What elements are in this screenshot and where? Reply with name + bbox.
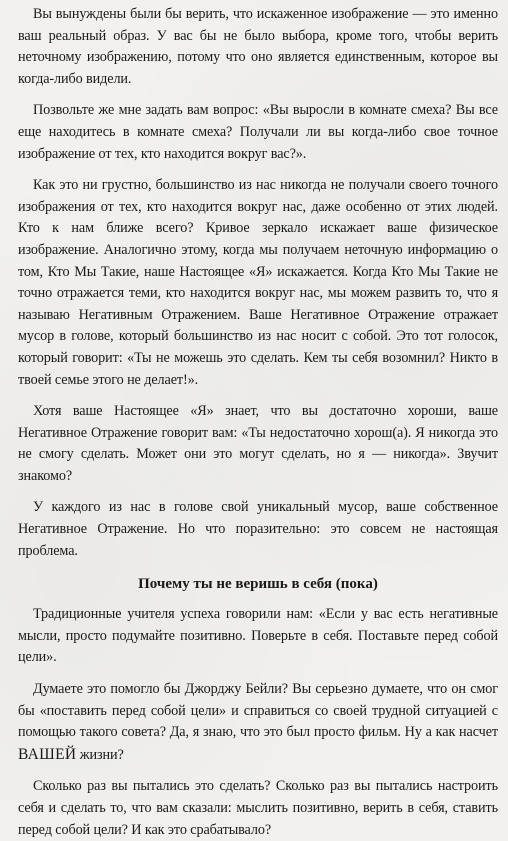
paragraph-distorted-image: Вы вынуждены были бы верить, что искаженное изображение — это именно ваш реальный образ. У вас бы не было выбора, кроме того, чтобы верить неточному изображению, потому что оно является единственным, которое вы когда-либо видели. — [18, 6, 498, 87]
paragraph-how-many-times: Сколько раз вы пытались это сделать? Сколько раз вы пытались настроить себя и сделать то, что вам сказали: мыслить позитивно, верить в себя, ставить перед собой цели? И как это срабатывало? — [18, 778, 498, 838]
emphasis-word: ВАШЕЙ — [18, 745, 77, 763]
paragraph-question: Позвольте же мне задать вам вопрос: «Вы выросли в комнате смеха? Вы все еще находитесь в комнате смеха? Получали ли вы когда-либо свое точное изображение от тех, кто находится вокруг вас?». — [18, 102, 498, 162]
paragraph-real-self: Хотя ваше Настоящее «Я» знает, что вы достаточно хороши, ваше Негативное Отражение говорит вам: «Ты недостаточно хорош(а). Я никогда это не смогу сделать. Может они это могут сделать, но я — никогда». Звучит знакомо? — [18, 403, 498, 484]
paragraph-traditional-teachers: Традиционные учителя успеха говорили нам: «Если у вас есть негативные мысли, просто подумайте позитивно. Поверьте в себя. Поставьте перед собой цели». — [18, 606, 498, 666]
section-heading: Почему ты не веришь в себя (пока) — [138, 576, 378, 593]
emphasis-tail: жизни? — [76, 746, 124, 763]
paragraph-george-bailey — [18, 679, 498, 766]
paragraph-negative-reflection: Как это ни грустно, большинство из нас никогда не получали своего точного изображения от тех, кто находится вокруг нас, даже особенно от этих людей. Кто к нам ближе всего? Кривое зеркало искажает ваше физическое изображение. Аналогично этому, когда мы получаем неточную информацию о том, Кто Мы Такие, наше Настоящее «Я» искажается. Когда Кто Мы Такие не точно отражается теми, кто находится вокруг нас, мы можем развить то, что я называю Негативным Отражением. Ваше Негативное Отражение отражает мусор в голове, который большинство из нас носит с собой. Это тот голосок, который говорит: «Ты не можешь это сделать. Кем ты себя возомнил? Никто в твоей семье этого не делает!». — [18, 177, 498, 388]
paragraph-unique-junk: У каждого из нас в голове свой уникальный мусор, ваше собственное Негативное Отражение. Но что поразительно: это совсем не настоящая проблема. — [18, 499, 498, 559]
george-bailey-text: Думаете это помогло бы Джорджу Бейли? Вы серьезно думаете, что он смог бы «поставить перед собой цели» и справиться со своей трудной ситуацией с помощью такого совета? Да, я знаю, что это был просто фильм. Ну а как насчет — [18, 681, 498, 741]
